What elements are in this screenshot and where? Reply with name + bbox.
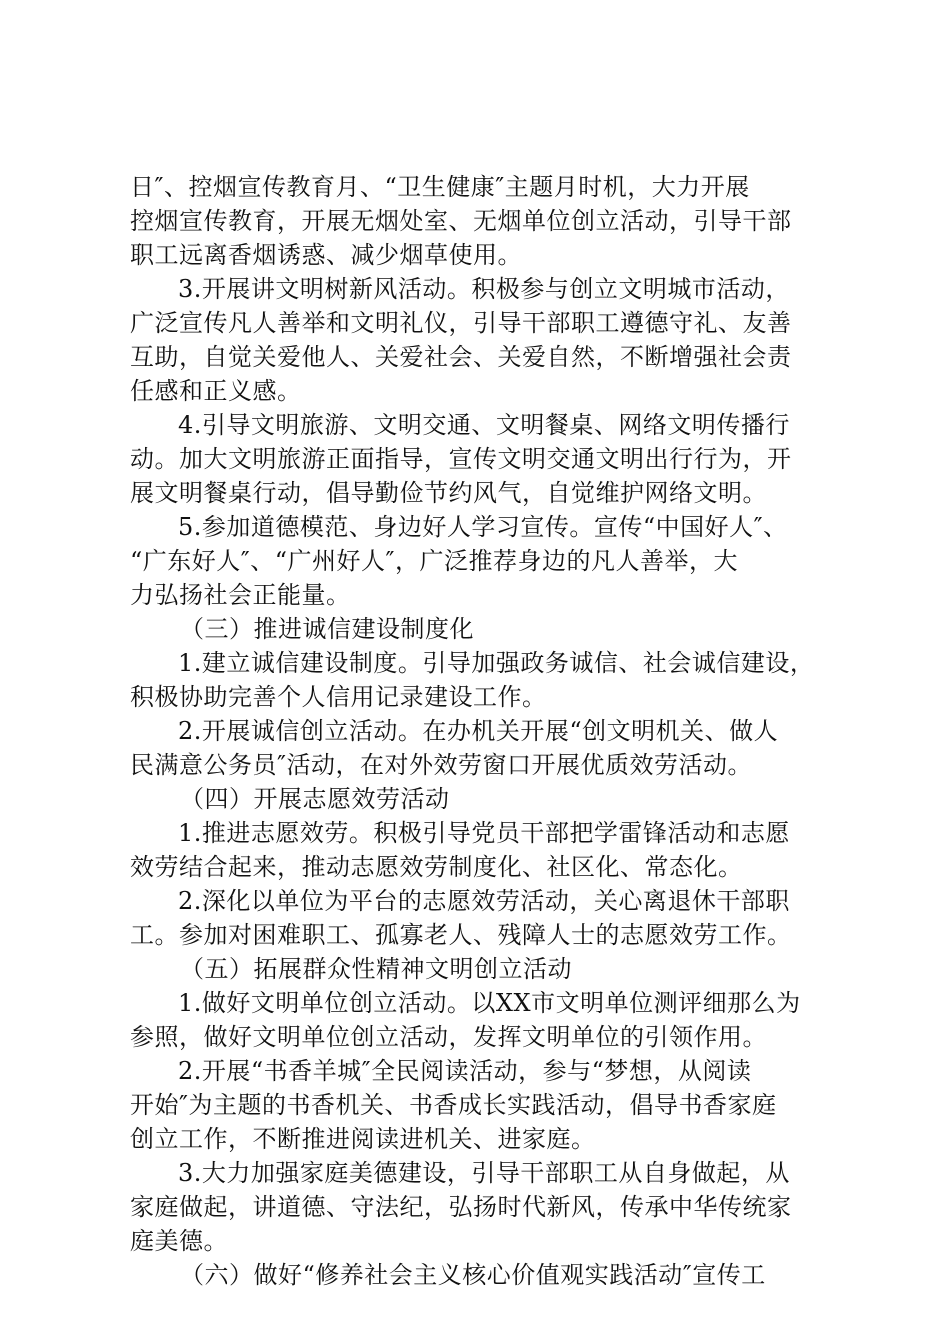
section-heading: （三）推进诚信建设制度化 [180,615,474,643]
paragraph-first-line: 2.开展“书香羊城″全民阅读活动，参与“梦想，从阅读 [178,1057,752,1085]
section-heading: （四）开展志愿效劳活动 [180,785,450,813]
text-line: 互助，自觉关爱他人、关爱社会、关爱自然，不断增强社会责 [130,343,792,371]
paragraph-first-line: 3.开展讲文明树新风活动。积极参与创立文明城市活动， [178,275,790,303]
section-heading: （五）拓展群众性精神文明创立活动 [180,955,572,983]
paragraph-first-line: 4.引导文明旅游、文明交通、文明餐桌、网络文明传播行 [178,411,790,439]
text-line: “广东好人″、“广州好人″，广泛推荐身边的凡人善举，大 [130,547,738,575]
text-line: 日″、控烟宣传教育月、“卫生健康″主题月时机，大力开展 [130,173,750,201]
text-line: 力弘扬社会正能量。 [130,581,351,609]
text-line: 动。加大文明旅游正面指导，宣传文明交通文明出行行为，开 [130,445,792,473]
text-line: 控烟宣传教育，开展无烟处室、无烟单位创立活动，引导干部 [130,207,792,235]
paragraph-first-line: 5.参加道德模范、身边好人学习宣传。宣传“中国好人″、 [178,513,788,541]
paragraph-first-line: 1.做好文明单位创立活动。以XX市文明单位测评细那么为 [178,989,801,1017]
text-line: 庭美德。 [130,1227,228,1255]
text-line: 工。参加对困难职工、孤寡老人、残障人士的志愿效劳工作。 [130,921,792,949]
text-line: 开始″为主题的书香机关、书香成长实践活动，倡导书香家庭 [130,1091,777,1119]
section-heading: （六）做好“修养社会主义核心价值观实践活动″宣传工 [180,1261,766,1289]
text-line: 展文明餐桌行动，倡导勤俭节约风气，自觉维护网络文明。 [130,479,767,507]
text-line: 参照，做好文明单位创立活动，发挥文明单位的引领作用。 [130,1023,767,1051]
text-line: 任感和正义感。 [130,377,302,405]
paragraph-first-line: 2.深化以单位为平台的志愿效劳活动，关心离退休干部职 [178,887,790,915]
text-line: 民满意公务员″活动，在对外效劳窗口开展优质效劳活动。 [130,751,752,779]
text-line: 家庭做起，讲道德、守法纪，弘扬时代新风，传承中华传统家 [130,1193,792,1221]
text-line: 创立工作，不断推进阅读进机关、进家庭。 [130,1125,596,1153]
paragraph-first-line: 1.建立诚信建设制度。引导加强政务诚信、社会诚信建设， [178,649,815,677]
text-line: 广泛宣传凡人善举和文明礼仪，引导干部职工遵德守礼、友善 [130,309,792,337]
document-body [130,170,830,1292]
paragraph-first-line: 3.大力加强家庭美德建设，引导干部职工从自身做起，从 [178,1159,790,1187]
text-line: 积极协助完善个人信用记录建设工作。 [130,683,547,711]
text-line: 职工远离香烟诱惑、减少烟草使用。 [130,241,522,269]
text-line: 效劳结合起来，推动志愿效劳制度化、社区化、常态化。 [130,853,743,881]
paragraph-first-line: 2.开展诚信创立活动。在办机关开展“创文明机关、做人 [178,717,779,745]
paragraph-first-line: 1.推进志愿效劳。积极引导党员干部把学雷锋活动和志愿 [178,819,790,847]
